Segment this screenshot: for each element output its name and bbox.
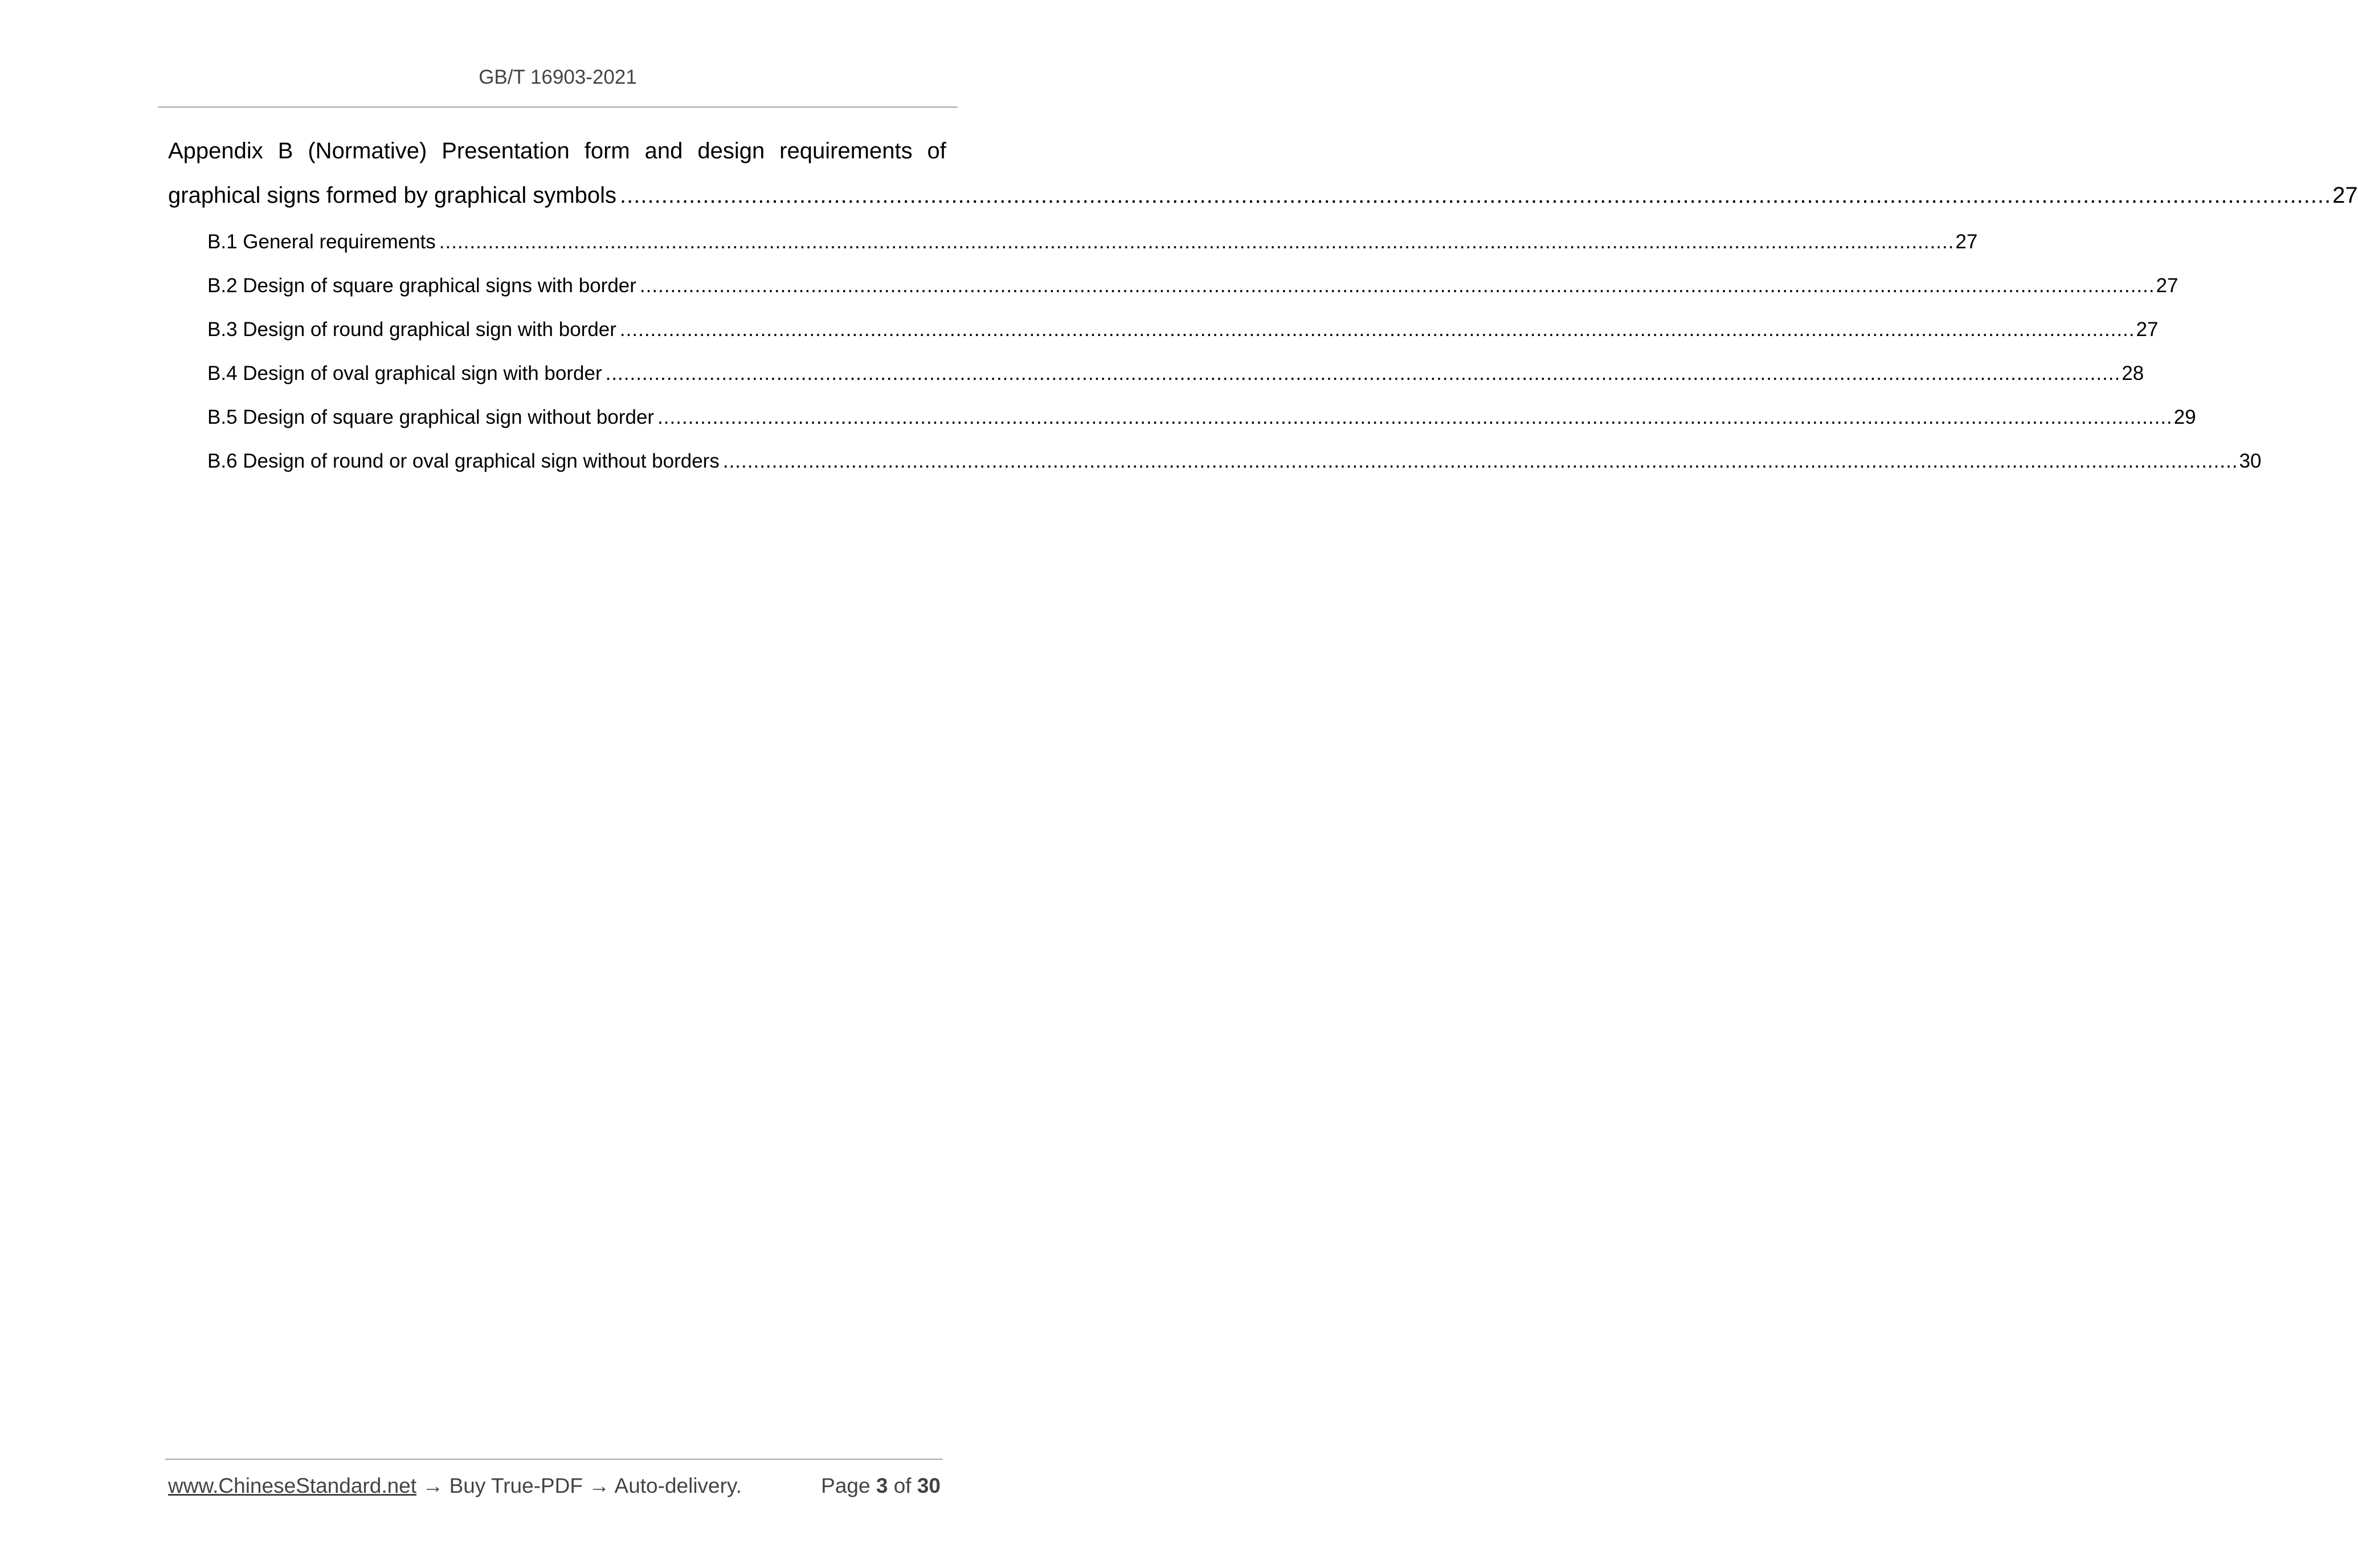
toc-entry-b6[interactable] xyxy=(207,450,2262,472)
footer-total-pages: 30 xyxy=(917,1474,941,1497)
toc-entry-b3[interactable] xyxy=(207,318,2159,341)
toc-word: Presentation xyxy=(442,138,570,163)
toc-appendix-b-title-line1[interactable] xyxy=(168,140,946,162)
toc-dot-leader: ........................................................................................................................................................................................................................................................ xyxy=(605,362,2121,384)
page-header-standard-code: GB/T 16903-2021 xyxy=(479,66,637,88)
toc-word: B xyxy=(277,138,293,163)
toc-entry-b5[interactable] xyxy=(207,406,2196,428)
footer-website-link[interactable]: www.ChineseStandard.net xyxy=(168,1474,417,1497)
toc-entry-text: graphical signs formed by graphical symbols xyxy=(168,183,617,208)
toc-word: and xyxy=(644,138,683,163)
toc-entry-b1[interactable] xyxy=(207,231,1978,253)
footer-left xyxy=(168,1475,742,1496)
toc-entry-b4[interactable] xyxy=(207,362,2144,384)
toc-word: of xyxy=(927,138,946,163)
toc-word: requirements xyxy=(779,138,913,163)
toc-word: Appendix xyxy=(168,138,263,163)
toc-page-number: 30 xyxy=(2239,450,2262,472)
toc-dot-leader: ........................................................................................................................................................................................................................................................ xyxy=(439,231,1955,253)
footer-current-page: 3 xyxy=(876,1474,888,1497)
header-divider xyxy=(158,107,958,108)
toc-dot-leader: ........................................................................................................................................................................................................................................................ xyxy=(657,406,2173,428)
toc-page-number: 29 xyxy=(2173,406,2196,428)
footer-divider xyxy=(165,1459,943,1460)
toc-entry-text: B.6 Design of round or oval graphical sign without borders xyxy=(207,450,720,472)
page-footer xyxy=(168,1475,941,1496)
toc-word: form xyxy=(584,138,630,163)
toc-dot-leader: ........................................................................................................................................................................................................................................................ xyxy=(639,275,2155,297)
toc-entry-text: B.2 Design of square graphical signs with border xyxy=(207,275,636,297)
toc-page-number: 27 xyxy=(2156,275,2179,297)
toc-entry-b2[interactable] xyxy=(207,275,2179,297)
toc-appendix-b-title-line2[interactable] xyxy=(168,183,2358,208)
toc-page-number: 27 xyxy=(2136,318,2159,341)
footer-of-label: of xyxy=(893,1474,912,1497)
toc-entry-text: B.5 Design of square graphical sign without border xyxy=(207,406,655,428)
toc-page-number: 27 xyxy=(2332,183,2358,208)
toc-entry-text: B.3 Design of round graphical sign with border xyxy=(207,318,616,341)
toc-entry-text: B.1 General requirements xyxy=(207,231,436,253)
toc-dot-leader: ........................................................................................................................................................................................................................................................ xyxy=(722,450,2238,472)
toc-word: design xyxy=(697,138,765,163)
footer-promo-text: → Buy True-PDF → Auto-delivery. xyxy=(422,1474,742,1497)
toc-dot-leader: ........................................................................................................................................................................................................................................................ xyxy=(619,318,2135,341)
footer-page-indicator xyxy=(821,1475,941,1496)
toc-dot-leader: ........................................................................................................................................................................................................................................................ xyxy=(620,183,2332,208)
toc-page-number: 27 xyxy=(1955,231,1978,253)
toc-page-number: 28 xyxy=(2122,362,2144,384)
footer-page-label: Page xyxy=(821,1474,871,1497)
toc-word: (Normative) xyxy=(308,138,427,163)
toc-entry-text: B.4 Design of oval graphical sign with border xyxy=(207,362,602,384)
